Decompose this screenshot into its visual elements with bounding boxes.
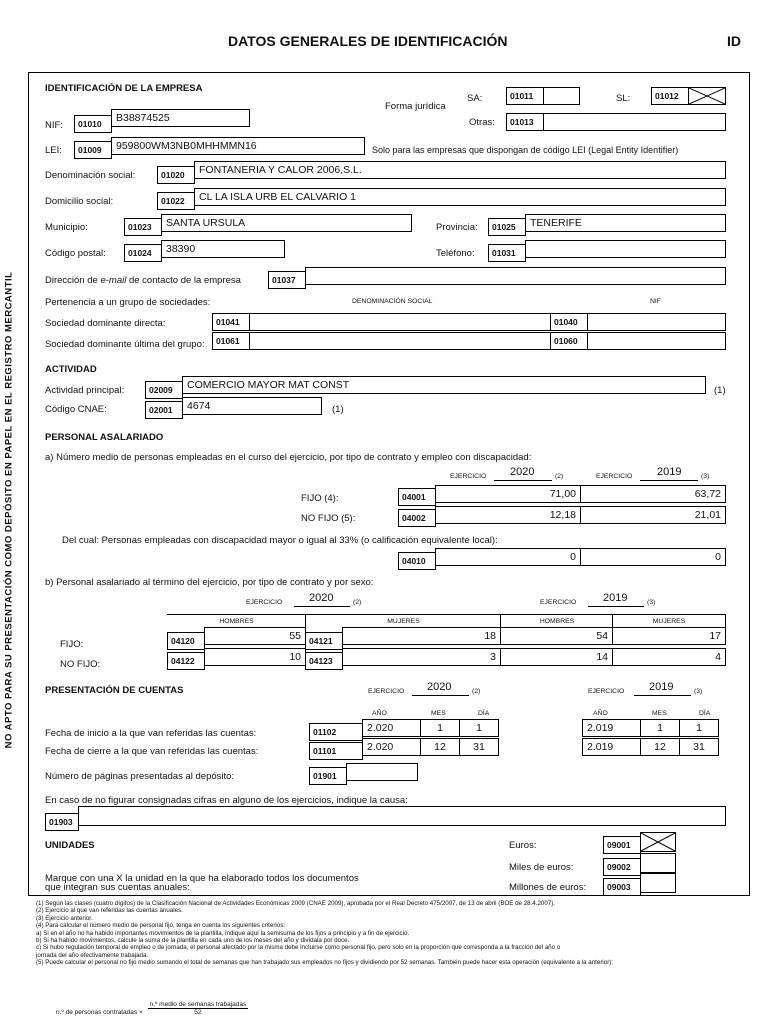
ejercicio-label-a1: EJERCICIO (450, 473, 487, 480)
footnote: (5) Puede calcular el personal no fijo medio sumando el total de semanas que han trabajado sus empleados no fijos y dividiendo por 52 semanas. También puede hacer esta operación (equivalente a la anterior): (36, 959, 614, 967)
b-fijo-label: FIJO: (60, 639, 84, 650)
lei-note: Solo para las empresas que dispongan de código LEI (Legal Entity Identifier) (372, 145, 679, 155)
footnote: jornada del año efectivamente trabajada. (36, 951, 149, 959)
ejercicio-label-b2: EJERCICIO (540, 599, 577, 606)
directa-nif-code: 01040 (550, 313, 588, 331)
ejercicio-label-c1: EJERCICIO (368, 688, 405, 695)
section-actividad-title: ACTIVIDAD (45, 364, 97, 375)
cierre-2019-ano[interactable]: 2.019 (582, 738, 641, 756)
cierre-2020-dia[interactable]: 31 (459, 738, 499, 756)
year-2020-c-underline (412, 695, 469, 696)
denominacion-label: Denominación social: (45, 170, 136, 181)
formula-prefix: n.º de personas contratadas × (56, 1009, 143, 1017)
domicilio-label: Domicilio social: (45, 196, 114, 207)
inicio-2019-mes[interactable]: 1 (640, 719, 680, 737)
paginas-input[interactable] (346, 763, 418, 781)
sa-code: 01011 (506, 87, 544, 105)
ultima-code: 01061 (212, 332, 250, 350)
b-table-header-mujeres-2019: MUJERES (612, 614, 726, 627)
inicio-2020-mes[interactable]: 1 (420, 719, 460, 737)
cierre-2019-dia[interactable]: 31 (679, 738, 719, 756)
b-nofijo-label: NO FIJO: (60, 659, 101, 670)
telefono-code: 01031 (488, 244, 526, 262)
year-2019-b-underline (588, 606, 644, 607)
year-2020-a: 2020 (510, 466, 535, 478)
causa-code: 01903 (45, 813, 79, 831)
footnote: (4) Para calcular el número medio de personal fijo, tenga en cuenta los siguientes criterios: (36, 922, 286, 930)
lei-code: 01009 (74, 141, 112, 159)
b-fijo-h-2019-value[interactable]: 54 (500, 627, 613, 645)
cnae-label: Código CNAE: (45, 404, 107, 415)
b-nofijo-m-2020-value[interactable]: 3 (342, 648, 501, 666)
year-2019-a: 2019 (657, 466, 682, 478)
b-nofijo-h-2019-value[interactable]: 14 (500, 648, 613, 666)
millones-code: 09003 (603, 878, 641, 896)
directa-input[interactable] (249, 313, 551, 331)
nif-input[interactable]: B38874525 (111, 109, 250, 127)
email-input[interactable] (305, 267, 726, 285)
nif-header: NIF (650, 298, 661, 305)
personal-b-text: b) Personal asalariado al término del ejercicio, por tipo de contrato y por sexo: (45, 577, 374, 588)
year-2019-a-note: (3) (701, 473, 710, 480)
ultima-nif-code: 01060 (550, 332, 588, 350)
grupo-label: Pertenencia a un grupo de sociedades: (45, 297, 211, 308)
inicio-2020-dia[interactable]: 1 (459, 719, 499, 737)
denominacion-input[interactable]: FONTANERIA Y CALOR 2006,S.L. (194, 161, 726, 179)
cnae-note: (1) (332, 404, 344, 415)
otras-label: Otras: (469, 117, 495, 128)
otras-code: 01013 (506, 113, 544, 131)
actividad-principal-input[interactable]: COMERCIO MAYOR MAT CONST (182, 376, 706, 394)
provincia-label: Provincia: (436, 222, 478, 233)
inicio-code: 01102 (309, 723, 363, 741)
b-fijo-h-2020-value[interactable]: 55 (204, 627, 306, 645)
ultima-nif-input[interactable] (587, 332, 726, 350)
millones-label: Millones de euros: (509, 882, 587, 893)
b-fijo-h-code: 04120 (167, 632, 205, 650)
formula-fraction (148, 1001, 249, 1016)
ano-header-2020: AÑO (372, 710, 387, 717)
email-label: Dirección de e-mail de contacto de la empresa (45, 275, 241, 286)
cierre-2020-mes[interactable]: 12 (420, 738, 460, 756)
sa-checkbox[interactable] (543, 87, 580, 105)
footnote: b) Si ha habido movimientos, calcule la suma de la plantilla en cada uno de los meses del año y divídala por doce. (36, 937, 350, 945)
side-disclaimer: NO APTO PARA SU PRESENTACIÓN COMO DEPÓSITO EN PAPEL EN EL REGISTRO MERCANTIL (3, 271, 15, 749)
section-cuentas-title: PRESENTACIÓN DE CUENTAS (45, 685, 184, 696)
formula (56, 1001, 248, 1016)
footnote: (3) Ejercicio anterior. (36, 914, 93, 922)
lei-label: LEI: (45, 145, 62, 156)
page-title: DATOS GENERALES DE IDENTIFICACIÓN (228, 33, 508, 49)
email-code: 01037 (268, 271, 306, 289)
b-table-header-hombres-2020: HOMBRES (167, 614, 306, 627)
nif-label: NIF: (45, 120, 63, 131)
fijo-label: FIJO (4): (301, 493, 339, 504)
millones-checkbox[interactable] (640, 873, 676, 893)
actividad-principal-code: 02009 (145, 381, 183, 399)
sl-code: 01012 (651, 87, 689, 105)
paginas-label: Número de páginas presentadas al depósito: (45, 771, 235, 782)
domicilio-code: 01022 (157, 192, 195, 210)
year-2020-a-note: (2) (555, 473, 564, 480)
nofijo-label: NO FIJO (5): (301, 513, 356, 524)
b-nofijo-h-2020-value[interactable]: 10 (204, 648, 306, 666)
year-2020-b-underline (294, 606, 350, 607)
discapacidad-code: 04010 (398, 552, 436, 570)
formula-numerator: n.º medio de semanas trabajadas (149, 1001, 247, 1008)
b-fijo-m-2019-value[interactable]: 17 (612, 627, 726, 645)
footnote: (1) Según las clases (cuatro dígitos) de la Clasificación Nacional de Actividades Económicas 2009 (CNAE 2009), aprobada por el Real Decreto 475/2007, de 13 de abril (BOE de 28.4.2007). (36, 900, 556, 907)
year-2020-c: 2020 (427, 681, 452, 693)
discapacidad-text: Del cual: Personas empleadas con discapacidad mayor o igual al 33% (o calificación equivalente local): (62, 535, 498, 546)
telefono-input[interactable] (525, 240, 726, 258)
x-mark-icon (641, 833, 675, 851)
footnote: a) Si en el año no ha habido importantes movimientos de la plantilla, indique aquí la semisuma de los fijos a principio y a fin de ejercicio. (36, 929, 410, 937)
page-code: ID (727, 33, 741, 49)
discapacidad-2020-value[interactable]: 0 (435, 548, 581, 566)
ejercicio-label-a2: EJERCICIO (596, 473, 633, 480)
inicio-2020-ano[interactable]: 2.020 (362, 719, 421, 737)
cierre-2020-ano[interactable]: 2.020 (362, 738, 421, 756)
sa-label: SA: (467, 93, 483, 104)
cierre-code: 01101 (309, 742, 363, 760)
dia-header-2020: DÍA (478, 710, 490, 717)
directa-nif-input[interactable] (587, 313, 726, 331)
unidades-text: Marque con una X la unidad en la que ha elaborado todos los documentos (45, 873, 359, 884)
year-2019-a-underline (640, 480, 698, 481)
inicio-2019-ano[interactable]: 2.019 (582, 719, 641, 737)
footnote: (2) Ejercicio al que van referidas las cuentas anuales. (36, 907, 183, 915)
section-empresa-title: IDENTIFICACIÓN DE LA EMPRESA (45, 83, 203, 94)
euros-code: 09001 (603, 836, 641, 854)
b-nofijo-h-code: 04122 (167, 652, 205, 670)
nif-code: 01010 (74, 115, 112, 133)
directa-code: 01041 (212, 313, 250, 331)
inicio-label: Fecha de inicio a la que van referidas las cuentas: (45, 728, 257, 739)
sl-checkbox-checked[interactable] (688, 87, 726, 105)
cp-code: 01024 (124, 244, 162, 262)
nofijo-2020-value[interactable]: 12,18 (435, 506, 581, 524)
causa-input[interactable] (78, 806, 726, 826)
b-fijo-m-2020-value[interactable]: 18 (342, 627, 501, 645)
municipio-label: Municipio: (45, 222, 88, 233)
cnae-code: 02001 (145, 401, 183, 419)
municipio-code: 01023 (124, 218, 162, 236)
fijo-code: 04001 (398, 488, 436, 506)
year-2019-c-underline (634, 695, 691, 696)
cierre-2019-mes[interactable]: 12 (640, 738, 680, 756)
ultima-input[interactable] (249, 332, 551, 350)
actividad-principal-label: Actividad principal: (45, 385, 125, 396)
ejercicio-label-c2: EJERCICIO (588, 688, 625, 695)
year-2019-b-note: (3) (647, 599, 656, 606)
euros-checkbox-checked[interactable] (640, 832, 676, 852)
cp-label: Código postal: (45, 248, 106, 259)
cierre-label: Fecha de cierre a la que van referidas las cuentas: (45, 746, 259, 757)
miles-checkbox[interactable] (640, 853, 676, 873)
otras-input[interactable] (543, 113, 726, 131)
nofijo-2019-value[interactable]: 21,01 (580, 506, 726, 524)
year-2019-c: 2019 (649, 681, 674, 693)
b-fijo-m-code: 04121 (305, 632, 343, 650)
euros-label: Euros: (509, 840, 537, 851)
nofijo-code: 04002 (398, 509, 436, 527)
formula-denominator: 52 (194, 1009, 202, 1016)
year-2020-b: 2020 (309, 592, 334, 604)
denominacion-code: 01020 (157, 166, 195, 184)
year-2019-b: 2019 (603, 592, 628, 604)
b-nofijo-m-code: 04123 (305, 652, 343, 670)
municipio-input[interactable]: SANTA URSULA (161, 214, 412, 232)
footnotes (36, 900, 748, 967)
provincia-input[interactable]: TENERIFE (525, 214, 726, 232)
provincia-code: 01025 (488, 218, 526, 236)
telefono-label: Teléfono: (436, 248, 475, 259)
ejercicio-label-b1: EJERCICIO (246, 599, 283, 606)
mes-header-2020: MES (431, 710, 446, 717)
year-2019-c-note: (3) (694, 688, 703, 695)
section-personal-title: PERSONAL ASALARIADO (45, 432, 164, 443)
forma-juridica-label: Forma jurídica (385, 101, 446, 112)
year-2020-c-note: (2) (472, 688, 481, 695)
discapacidad-2019-value[interactable]: 0 (580, 548, 726, 566)
dia-header-2019: DÍA (699, 710, 711, 717)
denominacion-social-header: DENOMINACIÓN SOCIAL (352, 298, 433, 305)
b-table-header-mujeres-2020: MUJERES (305, 614, 501, 627)
actividad-principal-note: (1) (714, 385, 726, 396)
b-table-header-hombres-2019: HOMBRES (500, 614, 613, 627)
fijo-2020-value[interactable]: 71,00 (435, 485, 581, 503)
causa-label: En caso de no figurar consignadas cifras en alguno de los ejercicios, indique la causa: (45, 795, 408, 806)
year-2020-a-underline (494, 480, 552, 481)
lei-input[interactable]: 959800WM3NB0MHHMMN16 (111, 137, 365, 155)
miles-label: Miles de euros: (509, 862, 574, 873)
inicio-2019-dia[interactable]: 1 (679, 719, 719, 737)
cp-input[interactable]: 38390 (161, 240, 285, 258)
unidades-text-2: que integran sus cuentas anuales: (45, 882, 190, 893)
footnote: c) Si hubo regulación temporal de empleo o de jornada, el personal afectado por la misma debe incluirse como personal fijo, pero solo en la proporción que corresponda a la fracción del año o (36, 944, 561, 952)
b-nofijo-m-2019-value[interactable]: 4 (612, 648, 726, 666)
x-mark-icon (689, 88, 725, 104)
sl-label: SL: (616, 93, 631, 104)
cnae-input[interactable]: 4674 (182, 397, 322, 415)
paginas-code: 01901 (309, 767, 347, 785)
ultima-label: Sociedad dominante última del grupo: (45, 339, 205, 350)
mes-header-2019: MES (652, 710, 667, 717)
domicilio-input[interactable]: CL LA ISLA URB EL CALVARIO 1 (194, 188, 726, 206)
directa-label: Sociedad dominante directa: (45, 318, 166, 329)
year-2020-b-note: (2) (353, 599, 362, 606)
section-unidades-title: UNIDADES (45, 840, 95, 851)
fijo-2019-value[interactable]: 63,72 (580, 485, 726, 503)
personal-a-text: a) Número medio de personas empleadas en el curso del ejercicio, por tipo de contrato y empleo con discapacidad: (45, 452, 532, 463)
ano-header-2019: AÑO (593, 710, 608, 717)
miles-code: 09002 (603, 858, 641, 876)
